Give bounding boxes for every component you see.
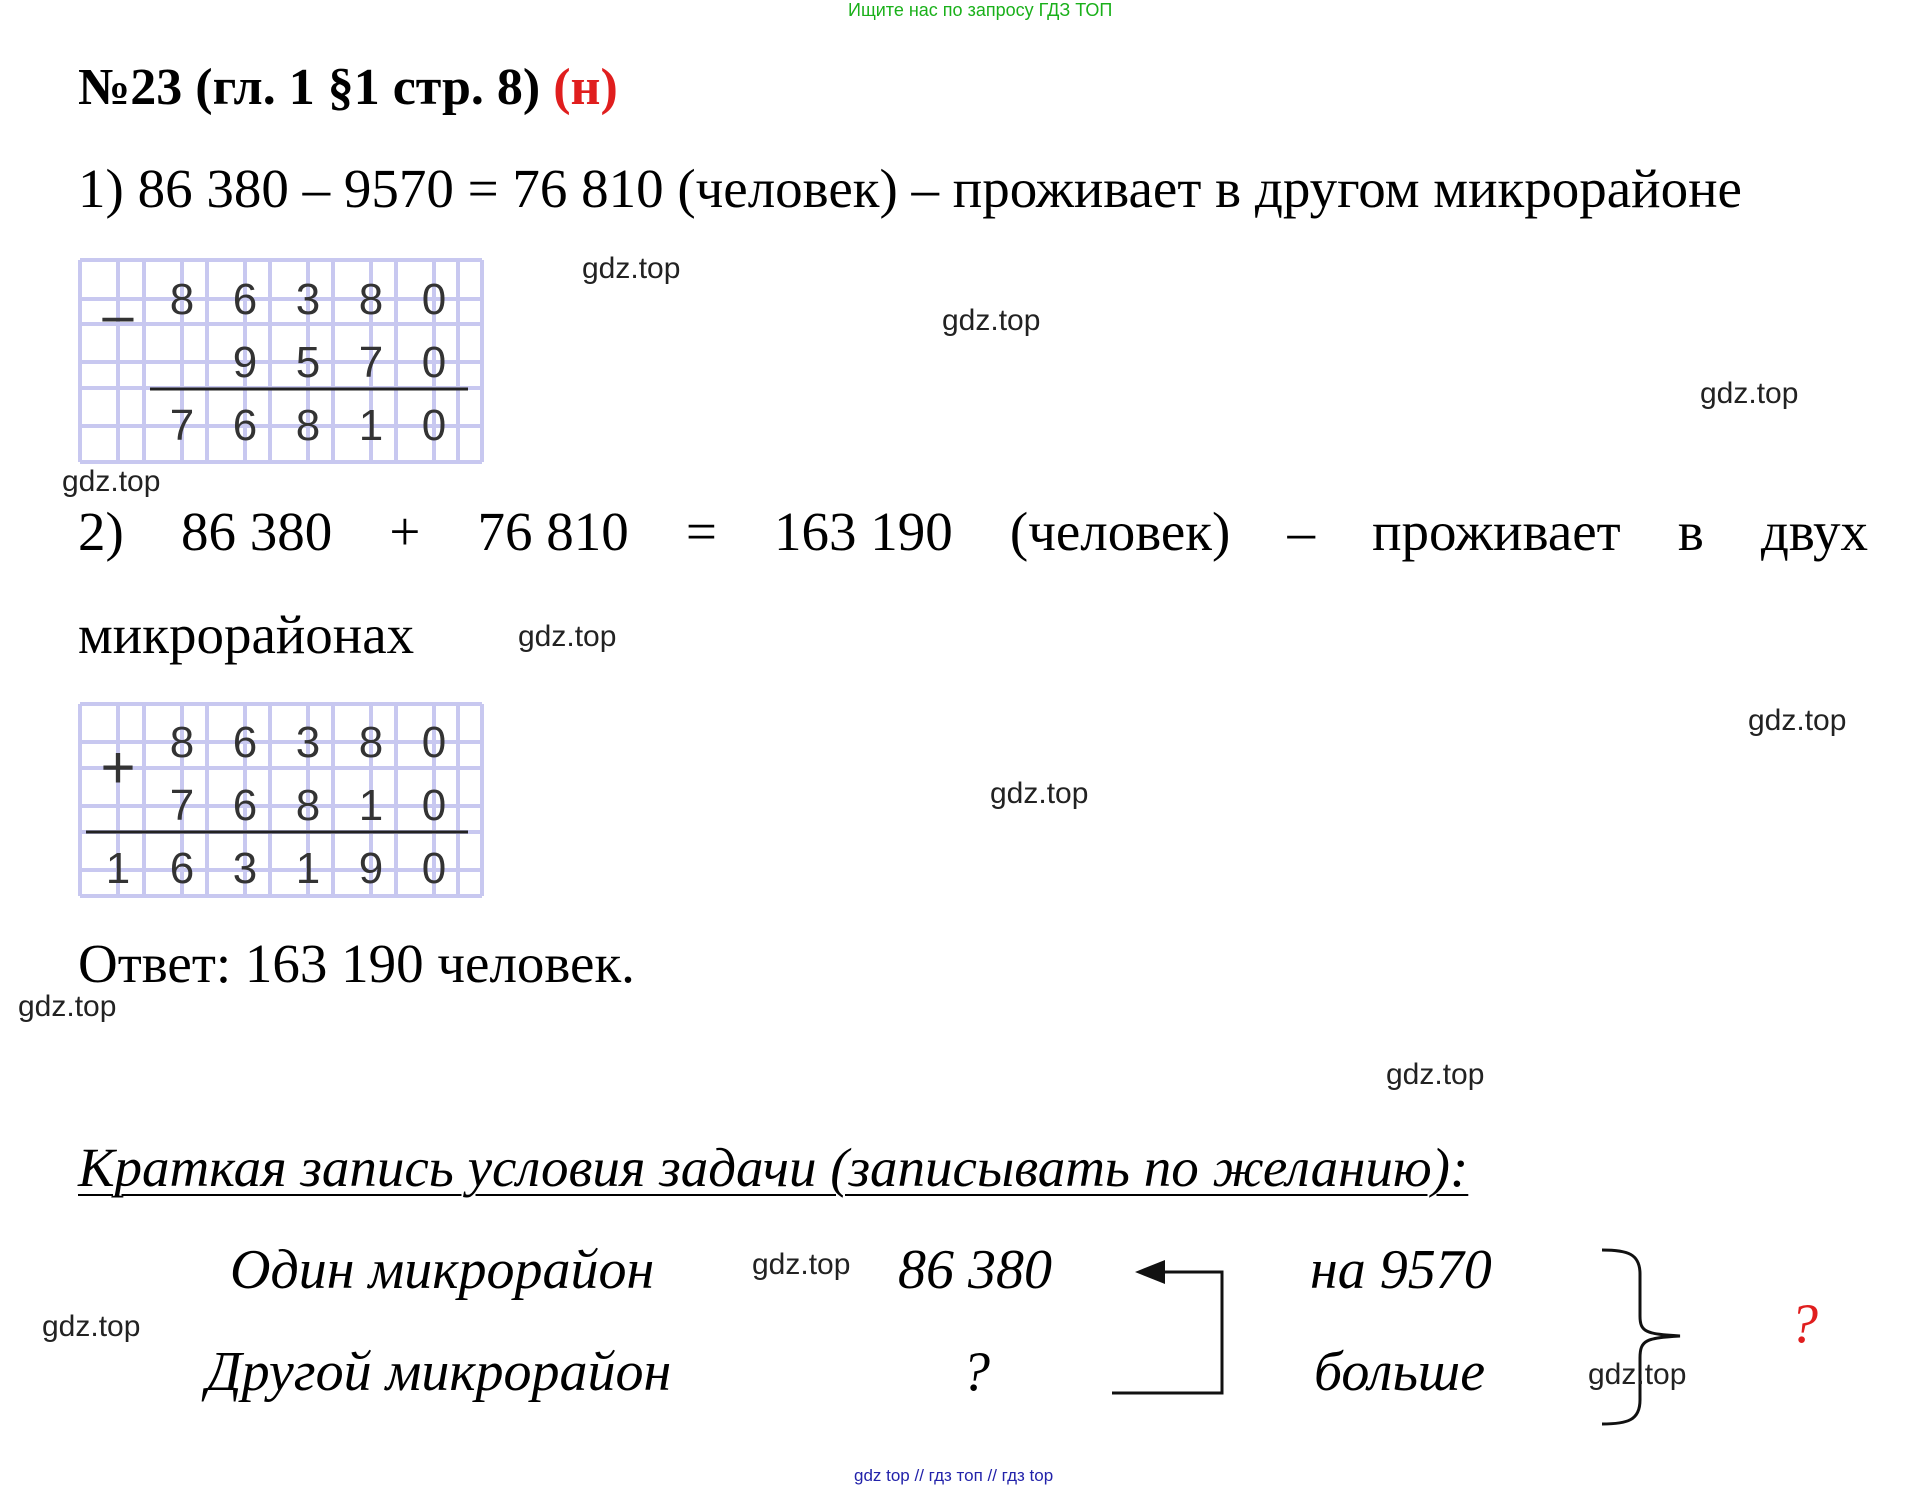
title-main: №23 (гл. 1 §1 стр. 8) [78,59,541,116]
digit-cell: 5 [295,338,321,387]
step2-part: – [1287,501,1315,562]
addition-column-grid [78,702,484,898]
digit-cell: 7 [358,338,384,387]
answer: Ответ: 163 190 человек. [78,933,635,994]
digit-cell: 0 [421,275,447,324]
digit-cell: 8 [295,781,321,830]
top-banner: Ищите нас по запросу ГДЗ ТОП [848,0,1113,20]
operator-minus: – [102,283,134,346]
digit-cell: 0 [421,718,447,767]
digit-cell: 9 [358,844,384,893]
watermark: gdz.top [1588,1358,1687,1391]
short-note-heading: Краткая запись условия задачи (записывать по желанию): [78,1137,1469,1198]
row2-value: ? [962,1341,990,1403]
watermark: gdz.top [62,465,161,498]
step2-part: проживает [1372,501,1621,562]
digit-cell: 8 [295,401,321,450]
step2-part: двух [1760,501,1868,562]
digit-cell: 6 [232,781,258,830]
digit-cell: 0 [421,844,447,893]
digit-cell: 8 [169,718,195,767]
digit-cell: 6 [232,718,258,767]
step2-part: 163 190 [774,501,953,562]
digit-cell: 3 [295,275,321,324]
watermark: gdz.top [1700,377,1799,410]
digit-cell: 1 [358,401,384,450]
row2-difference: больше [1314,1341,1486,1403]
watermark: gdz.top [990,777,1089,810]
watermark: gdz.top [942,304,1041,337]
step2-part: = [685,501,717,562]
footer-links: gdz top // гдз топ // гдз top [854,1466,1054,1485]
watermark: gdz.top [1748,704,1847,737]
digit-cell: 8 [169,275,195,324]
step2-part: в [1677,501,1704,562]
watermark: gdz.top [752,1248,851,1281]
digit-cell: 7 [169,401,195,450]
row1-value: 86 380 [898,1239,1052,1301]
digit-cell: 1 [295,844,321,893]
digit-cell: 6 [232,401,258,450]
watermark: gdz.top [42,1310,141,1343]
digit-cell: 0 [421,781,447,830]
solution-step-1: 1) 86 380 – 9570 = 76 810 (человек) – проживает в другом микрорайоне [78,158,1742,219]
solution-step-2-continuation: микрорайонах [78,604,415,665]
comparison-arrow [1110,1250,1230,1400]
digit-cell: 0 [421,338,447,387]
step2-part: 2) [78,501,124,562]
curly-brace [1598,1246,1688,1428]
solution-step-2 [78,500,1868,563]
digit-cell: 9 [232,338,258,387]
digit-cell: 3 [232,844,258,893]
digit-cell: 3 [295,718,321,767]
watermark: gdz.top [1386,1058,1485,1091]
step2-part: 86 380 [180,501,333,562]
total-question-mark: ? [1790,1293,1818,1355]
digit-cell: 8 [358,275,384,324]
digit-cell: 6 [169,844,195,893]
row1-label: Один микрорайон [230,1239,655,1301]
title-marker: (н) [553,59,618,116]
subtraction-column-grid [78,258,484,464]
digit-cell: 8 [358,718,384,767]
digit-cell: 1 [105,844,131,893]
digit-cell: 1 [358,781,384,830]
row1-difference: на 9570 [1310,1239,1492,1301]
digit-cell: 7 [169,781,195,830]
step2-part: + [389,501,421,562]
page-title [78,58,618,117]
digit-cell: 0 [421,401,447,450]
row2-label: Другой микрорайон [206,1341,672,1403]
step2-part: 76 810 [477,501,629,562]
step2-part: (человек) [1009,501,1231,562]
watermark: gdz.top [582,252,681,285]
operator-plus: + [100,734,136,801]
watermark: gdz.top [518,620,617,653]
digit-cell: 6 [232,275,258,324]
watermark: gdz.top [18,990,117,1023]
